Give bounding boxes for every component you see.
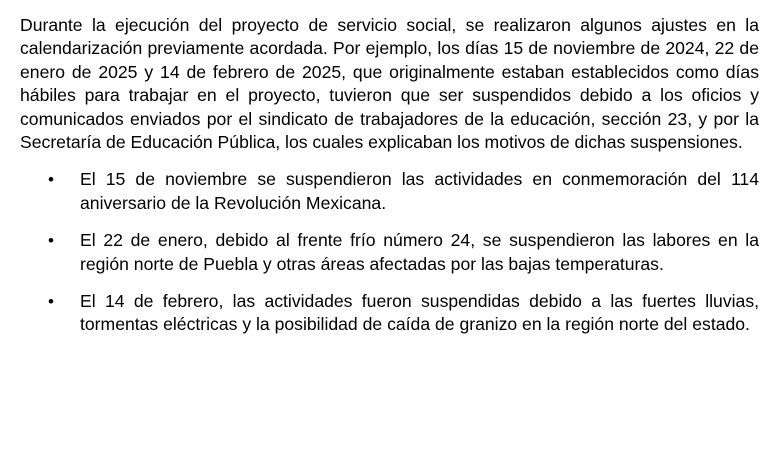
list-item: [20, 168, 759, 215]
bullet-icon: •: [48, 292, 54, 312]
suspension-list: [20, 168, 759, 336]
list-item-text: El 15 de noviembre se suspendieron las actividades en conmemoración del 114 aniversario de la Revolución Mexicana.: [80, 169, 759, 213]
list-item: [20, 229, 759, 276]
list-item: [20, 290, 759, 337]
list-item-text: El 14 de febrero, las actividades fueron suspendidas debido a las fuertes lluvias, tormentas eléctricas y la posibilidad de caída de granizo en la región norte del estado.: [80, 291, 759, 335]
bullet-icon: •: [48, 170, 54, 190]
bullet-icon: •: [48, 231, 54, 251]
intro-paragraph: Durante la ejecución del proyecto de servicio social, se realizaron algunos ajustes en la calendarización previamente acordada. Por ejemplo, los días 15 de noviembre de 2024, 22 de enero de 2025 y 14 de febrero de 2025, que originalmente estaban establecidos como días hábiles para trabajar en el proyecto, tuvieron que ser suspendidos debido a los oficios y comunicados enviados por el sindicato de trabajadores de la educación, sección 23, y por la Secretaría de Educación Pública, los cuales explicaban los motivos de dichas suspensiones.: [20, 15, 759, 153]
list-item-text: El 22 de enero, debido al frente frío número 24, se suspendieron las labores en la región norte de Puebla y otras áreas afectadas por las bajas temperaturas.: [80, 230, 759, 274]
